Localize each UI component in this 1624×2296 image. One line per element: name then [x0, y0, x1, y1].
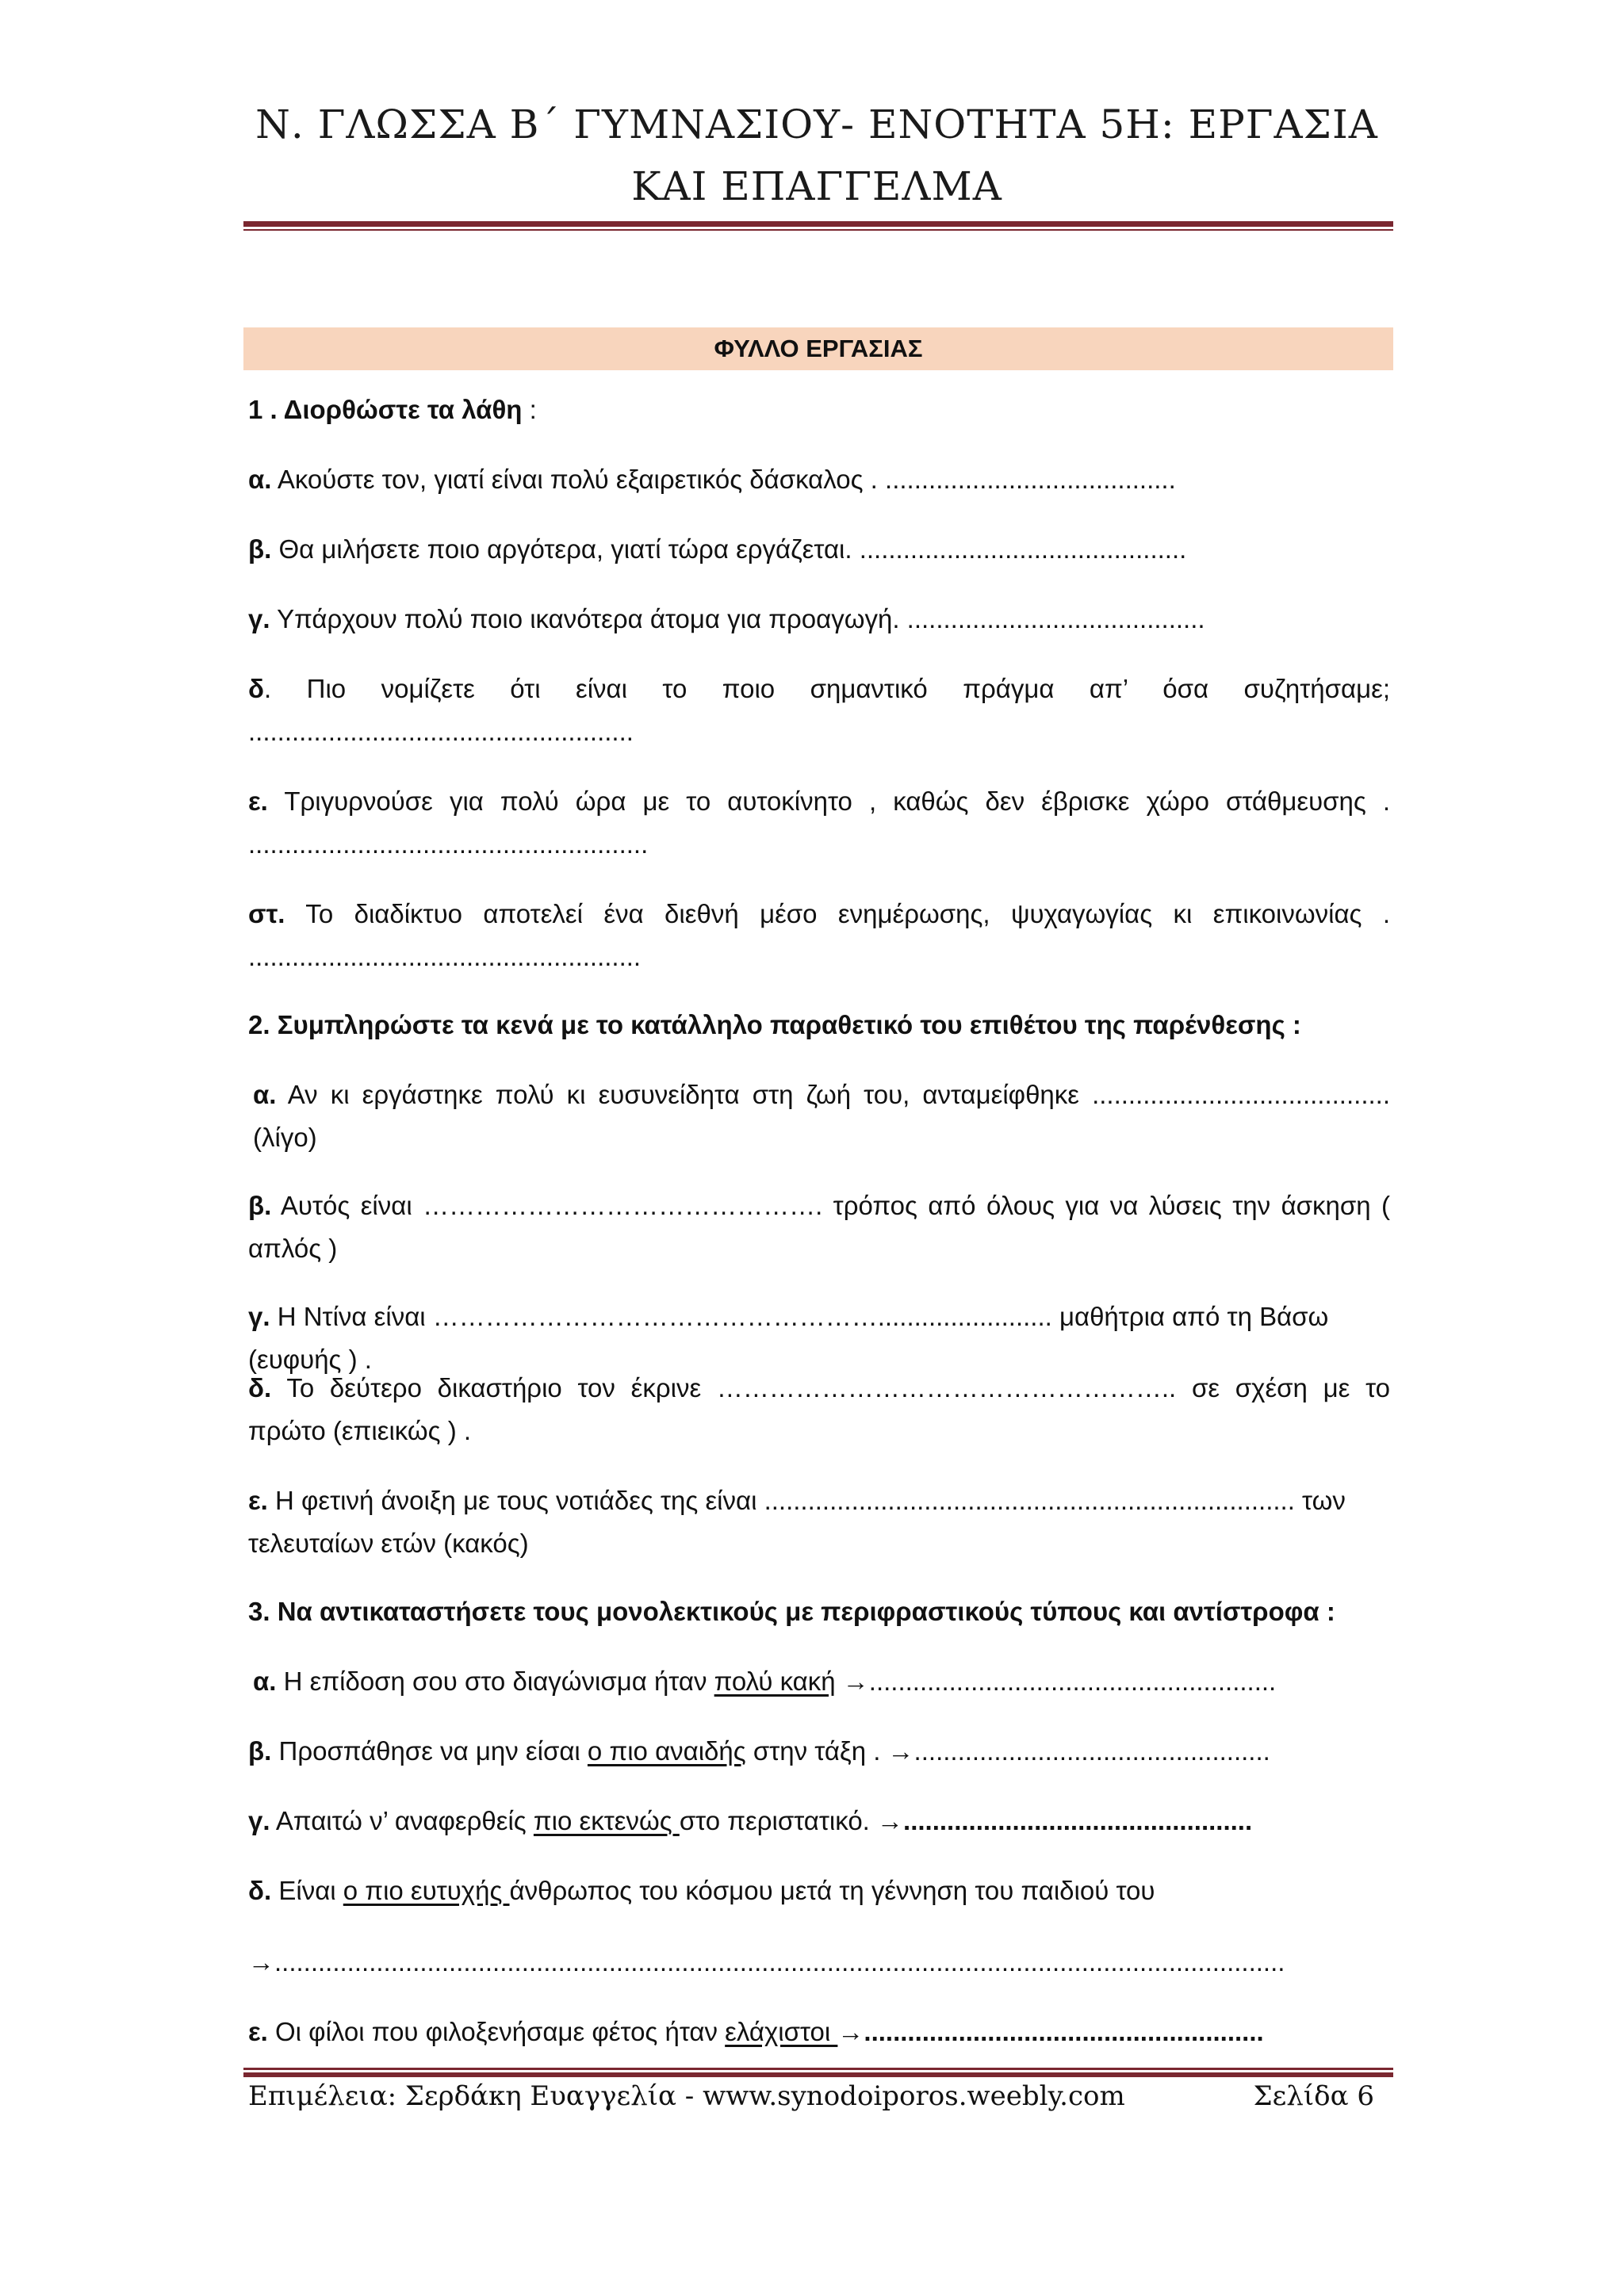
section1-heading	[248, 388, 1390, 431]
item-text: Είναι	[271, 1876, 343, 1905]
header-rule-thin	[243, 229, 1393, 231]
section1-item-d	[248, 668, 1390, 753]
arrow-glyph: →	[837, 2017, 864, 2046]
footer-credit: Επιμέλεια: Σερδάκη Ευαγγελία - www.synodoiporos.weebly.com	[248, 2080, 1125, 2112]
item-text: Τριγυρνούσε για πολύ ώρα με το αυτοκίνητο , καθώς δεν έβρισκε χώρο στάθμευσης . .......................................................	[248, 786, 1390, 859]
item-text: Η επίδοση σου στο διαγώνισμα ήταν	[276, 1667, 714, 1696]
section2-item-b	[248, 1184, 1390, 1270]
item-text: Οι φίλοι που φιλοξενήσαμε φέτος ήταν	[267, 2017, 726, 2046]
item-letter: γ.	[248, 1302, 270, 1331]
item-text: Το δεύτερο δικαστήριο τον έκρινε …………………………………………….. σε σχέση με το πρώτο (επιεικώς ) .	[248, 1373, 1390, 1445]
item-underlined-phrase: ο πιο αναιδής	[587, 1736, 746, 1766]
item-letter: β.	[248, 534, 272, 564]
section2-heading	[248, 1004, 1390, 1047]
section1-item-a	[248, 458, 1390, 501]
item-answer-line: στο περιστατικό. →	[679, 1806, 904, 1835]
item-text: Απαιτώ ν’ αναφερθείς	[270, 1806, 534, 1835]
item-letter: δ.	[248, 1373, 272, 1402]
item-letter: δ.	[248, 1876, 272, 1905]
arrow-glyph: →	[248, 1947, 274, 1976]
item-letter: α.	[248, 465, 272, 494]
worksheet-title: ΦΥΛΛΟ ΕΡΓΑΣΙΑΣ	[714, 335, 923, 362]
page-header-title: Ν. ΓΛΩΣΣΑ Β΄ ΓΥΜΝΑΣΙΟΥ- ΕΝΟΤΗΤΑ 5Η: ΕΡΓΑΣΙΑ ΚΑΙ ΕΠΑΓΓΕΛΜΑ	[255, 101, 1378, 209]
footer-page-number: Σελίδα 6	[1253, 2080, 1374, 2112]
section1-item-b	[248, 528, 1390, 571]
section2-item-d	[248, 1367, 1390, 1452]
item-letter: γ.	[248, 604, 270, 633]
item-letter: β.	[248, 1191, 272, 1220]
section2-item-e	[248, 1479, 1390, 1565]
section1-item-e	[248, 780, 1390, 866]
section3-heading	[248, 1590, 1390, 1633]
item-letter: α.	[253, 1667, 277, 1696]
item-answer-line: στην τάξη . →.................................................	[745, 1736, 1270, 1766]
section3-item-c	[248, 1800, 1390, 1843]
item-text: Αν κι εργάστηκε πολύ κι ευσυνείδητα στη ζωή του, ανταμείφθηκε ......................................... (λίγο)	[253, 1080, 1390, 1152]
item-underlined-phrase: πιο εκτενώς	[533, 1806, 680, 1835]
section1-item-st	[248, 893, 1390, 978]
worksheet-title-band	[243, 327, 1393, 370]
section1-heading-colon: :	[522, 395, 537, 424]
item-letter: δ	[248, 674, 265, 703]
section1-item-c	[248, 598, 1390, 641]
item-answer-dots: ................................................	[903, 1806, 1253, 1835]
item-letter: γ.	[248, 1806, 270, 1835]
item-text: Το διαδίκτυο αποτελεί ένα διεθνή μέσο ενημέρωσης, ψυχαγωγίας κι επικοινωνίας . ......................................................	[248, 899, 1390, 971]
item-underlined-phrase: ο πιο ευτυχής	[343, 1876, 510, 1905]
item-text: Αυτός είναι ………………………………………. τρόπος από όλους για να λύσεις την άσκηση ( απλός )	[248, 1191, 1390, 1263]
item-letter: ε.	[248, 2017, 268, 2046]
item-answer-dots: .......................................................	[864, 2017, 1264, 2046]
item-underlined-phrase: πολύ κακή	[714, 1667, 836, 1696]
item-underlined-phrase: ελάχιστοι	[725, 2017, 838, 2046]
item-answer-line: ...........................................................................................................................................	[274, 1947, 1285, 1976]
page-footer	[248, 2072, 1374, 2120]
item-text: Προσπάθησε να μην είσαι	[271, 1736, 588, 1766]
section1-heading-text: 1 . Διορθώστε τα λάθη	[248, 395, 523, 424]
section2-heading-text: 2. Συμπληρώστε τα κενά με το κατάλληλο παραθετικό του επιθέτου της παρένθεσης :	[248, 1010, 1301, 1039]
item-text: . Πιο νομίζετε ότι είναι το ποιο σημαντικό πράγμα απ’ όσα συζητήσαμε; .....................................................	[248, 674, 1390, 746]
item-text: Θα μιλήσετε ποιο αργότερα, γιατί τώρα εργάζεται. .............................................	[271, 534, 1187, 564]
section3-item-d-answer	[248, 1941, 1390, 1984]
header-rule-thick	[243, 221, 1393, 227]
footer-rule-thin	[243, 2068, 1393, 2070]
item-text: Ακούστε τον, γιατί είναι πολύ εξαιρετικός δάσκαλος . ........................................	[271, 465, 1176, 494]
section2-item-a	[248, 1073, 1390, 1159]
item-text: Η φετινή άνοιξη με τους νοτιάδες της είναι ......................................................................... των τελευταίων ετών (κακός)	[248, 1486, 1346, 1558]
item-text: Η Ντίνα είναι ……………………………………………........................ μαθήτρια από τη Βάσω (ευφυής ) .	[248, 1302, 1329, 1374]
item-letter: α.	[253, 1080, 277, 1109]
item-text: Υπάρχουν πολύ ποιο ικανότερα άτομα για προαγωγή. .........................................	[270, 604, 1205, 633]
item-letter: ε.	[248, 1486, 268, 1515]
item-letter: στ.	[248, 899, 285, 928]
section3-item-e	[248, 2011, 1390, 2053]
item-answer-line: →........................................................	[835, 1667, 1277, 1696]
item-letter: ε.	[248, 786, 268, 816]
section3-item-d	[248, 1869, 1390, 1912]
item-text-rest: άνθρωπος του κόσμου μετά τη γέννηση του παιδιού του	[509, 1876, 1155, 1905]
section3-item-a	[248, 1660, 1395, 1703]
section3-heading-text: 3. Να αντικαταστήσετε τους μονολεκτικούς με περιφραστικούς τύπους και αντίστροφα :	[248, 1597, 1335, 1626]
item-letter: β.	[248, 1736, 272, 1766]
section3-item-b	[248, 1730, 1390, 1773]
